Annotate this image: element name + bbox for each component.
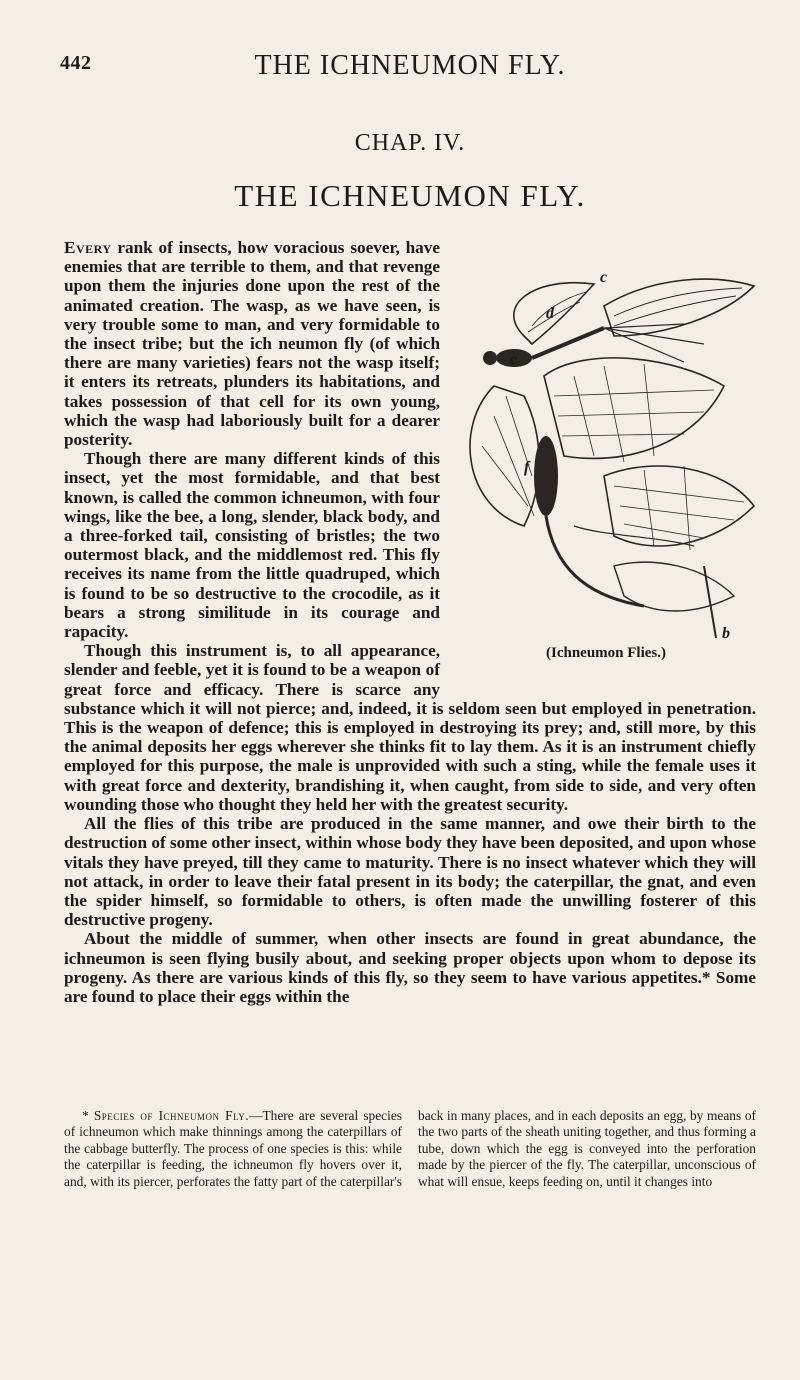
paragraph-5: About the middle of summer, when other insects are found in great abundance, the ichneumon is seen flying busily about, and seeking proper objects upon whom to depose its progeny. As there are various kinds of this fly, so they seem to have various appetites.* Some are found to place their eggs within the: [64, 929, 756, 1006]
book-page: [60, 0, 757, 1380]
figure-label-b: b: [722, 625, 730, 642]
lead-word: Every: [64, 238, 112, 257]
footnote-paragraph: [64, 1108, 756, 1190]
footnote-heading: Species of Ichneumon Fly.: [93, 1108, 250, 1123]
paragraph-2: Though there are many different kinds of this insect, yet the most formidable, and that best known, is called the common ichneumon, with four wings, like the bee, a long, slender, black body, and a three-forked tail, consisting of bristles; the two outermost black, and the middlemost red. This fly receives its name from the little quadruped, which is found to be so destructive to the crocodile, as it bears a strong similitude in its courage and rapacity.: [64, 449, 440, 642]
figure-label-f: f: [524, 459, 530, 476]
footnote: [64, 1108, 756, 1190]
figure-caption: (Ichneumon Flies.): [546, 645, 666, 661]
figure-label-c: c: [600, 269, 608, 286]
running-head: [60, 50, 752, 86]
ichneumon-flies-engraving: [454, 266, 758, 646]
figure-label-e: e: [510, 351, 518, 368]
paragraph-3: Though this instrument is, to all appearance, slender and feeble, yet it is found to be a weapon of great force and efficacy. There is scarce any substance which it will not pierce; and, indeed, it is seldom seen but employed in penetration. This is the weapon of defence; this is employed in destroying its prey; and, still more, by this the animal deposits her eggs wherever she thinks fit to lay them. As it is an instrument chiefly employed for this purpose, the male is unprovided with such a sting, while the female uses it with great force and dexterity, brandishing it, when caught, from side to side, and very often wounding those who thought they held her with the greatest security.: [64, 641, 756, 814]
footnote-text: —There are several species of ichneumon which make thinnings among the caterpillars of the cabbage butterfly. The process of one species is this: while the caterpillar is feeding, the ichneumon fly hovers over it, and, with its piercer, perforates the fatty part of the caterpillar's back in many places, and in each deposits an egg, by means of the two parts of the sheath uniting together, and thus forming a tube, down which the egg is conveyed into the perforation made by the piercer of the fly. The caterpillar, unconscious of what will ensue, keeps feeding on, until it changes into: [64, 1108, 756, 1189]
chapter-title: THE ICHNEUMON FLY.: [234, 178, 586, 213]
figure-label-d: d: [546, 305, 554, 322]
chapter-number: CHAP. IV.: [354, 130, 466, 156]
paragraph-4: All the flies of this tribe are produced in the same manner, and owe their birth to the destruction of some other insect, within whose body they have been deposited, and upon whose vitals they have preyed, till they came to maturity. There is no insect whatever which they will not attack, in order to leave their fatal present in its body; the caterpillar, the gnat, and even the spider himself, so formidable to others, is often made the unwilling fosterer of this destructive progeny.: [64, 814, 757, 930]
body-text: [64, 238, 756, 1006]
page-number: 442: [60, 52, 92, 74]
running-title: THE ICHNEUMON FLY.: [254, 50, 566, 81]
paragraph-1-text: rank of insects, how voracious soever, have enemies that are terrible to them, and that revenge upon them the injuries done upon the rest of the animated creation. The wasp, as we have seen, is very trouble some to man, and very formidable to the insect tribe; but the ich neumon fly (of which there are many varieties) fears not the wasp itself; it enters its retreats, plunders its habitations, and takes possession of that cell for its own young, which the wasp had laboriously built for a dearer posterity.: [64, 238, 440, 450]
ichneumon-figure: [454, 240, 758, 678]
footnote-marker: *: [82, 1108, 94, 1123]
